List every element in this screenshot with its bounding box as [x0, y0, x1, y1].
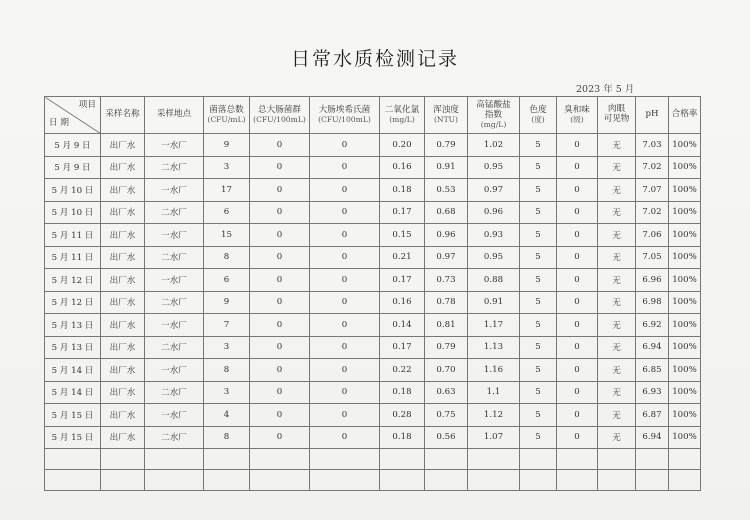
- header-sample-site: 采样地点: [145, 97, 204, 134]
- cell-ecoli: 0: [310, 156, 380, 179]
- cell-chlorine: 0.21: [380, 246, 425, 269]
- cell-color: 5: [520, 134, 557, 157]
- cell-coliform: 0: [250, 359, 310, 382]
- cell-turbidity: 0.91: [425, 156, 468, 179]
- header-permanganate-label-1: 高锰酸盐: [476, 99, 511, 110]
- cell-coliform: 0: [250, 179, 310, 202]
- cell-ecoli: 0: [310, 314, 380, 337]
- cell-odor: 0: [557, 201, 598, 224]
- cell-permanganate: 0.93: [468, 224, 520, 247]
- cell-pass-rate: 100%: [669, 381, 701, 404]
- cell-sample-name: 出厂水: [101, 201, 145, 224]
- cell-ecoli: 0: [310, 336, 380, 359]
- cell-sample-site: 二水厂: [145, 381, 204, 404]
- cell-permanganate: 1.17: [468, 314, 520, 337]
- cell-turbidity: 0.96: [425, 224, 468, 247]
- cell-ph: 7.06: [636, 224, 669, 247]
- cell-ph: 7.05: [636, 246, 669, 269]
- cell-colony: 17: [204, 179, 250, 202]
- cell-colony: 6: [204, 269, 250, 292]
- header-color-unit: (度): [531, 114, 545, 124]
- header-visible-label-1: 肉眼: [607, 104, 626, 115]
- cell-permanganate: 0.95: [468, 156, 520, 179]
- cell-coliform: 0: [250, 314, 310, 337]
- blank-cell: [250, 470, 310, 491]
- cell-colony: 6: [204, 201, 250, 224]
- header-coliform-unit: (CFU/100mL): [253, 114, 306, 124]
- cell-ph: 7.07: [636, 179, 669, 202]
- cell-color: 5: [520, 404, 557, 427]
- table-row: [45, 426, 701, 449]
- cell-chlorine: 0.15: [380, 224, 425, 247]
- cell-sample-name: 出厂水: [101, 179, 145, 202]
- cell-coliform: 0: [250, 224, 310, 247]
- cell-turbidity: 0.53: [425, 179, 468, 202]
- cell-pass-rate: 100%: [669, 314, 701, 337]
- header-color: [520, 97, 557, 134]
- cell-visible: 无: [598, 179, 636, 202]
- cell-color: 5: [520, 269, 557, 292]
- blank-cell: [468, 470, 520, 491]
- cell-ph: 6.92: [636, 314, 669, 337]
- blank-cell: [45, 449, 101, 470]
- cell-date: 5 月 14 日: [45, 381, 101, 404]
- header-odor-label: 臭和味: [564, 104, 590, 115]
- blank-cell: [425, 449, 468, 470]
- blank-cell: [310, 470, 380, 491]
- table-row: [45, 201, 701, 224]
- cell-ph: 6.98: [636, 291, 669, 314]
- cell-date: 5 月 9 日: [45, 156, 101, 179]
- cell-sample-site: 二水厂: [145, 426, 204, 449]
- cell-sample-name: 出厂水: [101, 336, 145, 359]
- cell-ph: 7.02: [636, 156, 669, 179]
- blank-cell: [425, 470, 468, 491]
- cell-odor: 0: [557, 156, 598, 179]
- cell-pass-rate: 100%: [669, 246, 701, 269]
- cell-chlorine: 0.17: [380, 336, 425, 359]
- cell-ph: 6.85: [636, 359, 669, 382]
- cell-colony: 3: [204, 336, 250, 359]
- cell-pass-rate: 100%: [669, 291, 701, 314]
- cell-chlorine: 0.17: [380, 269, 425, 292]
- cell-permanganate: 0.88: [468, 269, 520, 292]
- cell-ecoli: 0: [310, 224, 380, 247]
- cell-date: 5 月 11 日: [45, 246, 101, 269]
- cell-sample-name: 出厂水: [101, 381, 145, 404]
- blank-cell: [557, 470, 598, 491]
- cell-turbidity: 0.78: [425, 291, 468, 314]
- cell-date: 5 月 12 日: [45, 291, 101, 314]
- blank-cell: [598, 470, 636, 491]
- cell-colony: 7: [204, 314, 250, 337]
- cell-odor: 0: [557, 381, 598, 404]
- corner-date-label: 日 期: [49, 118, 69, 129]
- header-colony-label: 菌落总数: [209, 104, 244, 115]
- cell-sample-name: 出厂水: [101, 426, 145, 449]
- cell-color: 5: [520, 426, 557, 449]
- table-row: [45, 336, 701, 359]
- cell-permanganate: 1.13: [468, 336, 520, 359]
- header-pass-rate: 合格率: [669, 97, 701, 134]
- water-quality-table: [44, 96, 701, 491]
- blank-cell: [520, 470, 557, 491]
- header-odor-unit: (级): [570, 114, 584, 124]
- blank-cell: [669, 470, 701, 491]
- cell-ecoli: 0: [310, 179, 380, 202]
- blank-cell: [145, 449, 204, 470]
- corner-header: [45, 97, 101, 134]
- cell-coliform: 0: [250, 269, 310, 292]
- cell-ecoli: 0: [310, 359, 380, 382]
- cell-sample-site: 二水厂: [145, 291, 204, 314]
- cell-colony: 3: [204, 156, 250, 179]
- cell-coliform: 0: [250, 246, 310, 269]
- table-row: [45, 381, 701, 404]
- cell-permanganate: 1.02: [468, 134, 520, 157]
- header-turbidity: [425, 97, 468, 134]
- cell-permanganate: 1.07: [468, 426, 520, 449]
- blank-row: [45, 470, 701, 491]
- header-chlorine-unit: (mg/L): [389, 114, 415, 124]
- cell-colony: 9: [204, 291, 250, 314]
- cell-date: 5 月 11 日: [45, 224, 101, 247]
- table-row: [45, 179, 701, 202]
- cell-ecoli: 0: [310, 134, 380, 157]
- cell-permanganate: 1.1: [468, 381, 520, 404]
- cell-ph: 6.93: [636, 381, 669, 404]
- cell-visible: 无: [598, 224, 636, 247]
- cell-date: 5 月 15 日: [45, 426, 101, 449]
- cell-turbidity: 0.97: [425, 246, 468, 269]
- cell-chlorine: 0.20: [380, 134, 425, 157]
- cell-coliform: 0: [250, 336, 310, 359]
- cell-odor: 0: [557, 224, 598, 247]
- cell-ecoli: 0: [310, 269, 380, 292]
- header-colony-unit: (CFU/mL): [207, 114, 246, 124]
- cell-chlorine: 0.16: [380, 156, 425, 179]
- header-permanganate-unit: (mg/L): [480, 119, 507, 129]
- header-turbidity-unit: (NTU): [433, 114, 459, 124]
- blank-cell: [45, 470, 101, 491]
- cell-coliform: 0: [250, 291, 310, 314]
- header-ecoli: [310, 97, 380, 134]
- table-row: [45, 404, 701, 427]
- cell-date: 5 月 15 日: [45, 404, 101, 427]
- cell-visible: 无: [598, 359, 636, 382]
- cell-color: 5: [520, 156, 557, 179]
- header-sample-name: 采样名称: [101, 97, 145, 134]
- cell-turbidity: 0.56: [425, 426, 468, 449]
- blank-cell: [204, 449, 250, 470]
- cell-permanganate: 0.97: [468, 179, 520, 202]
- cell-sample-name: 出厂水: [101, 134, 145, 157]
- blank-cell: [204, 470, 250, 491]
- cell-sample-site: 一水厂: [145, 224, 204, 247]
- cell-coliform: 0: [250, 404, 310, 427]
- header-odor: [557, 97, 598, 134]
- cell-turbidity: 0.73: [425, 269, 468, 292]
- blank-cell: [380, 470, 425, 491]
- cell-visible: 无: [598, 201, 636, 224]
- blank-cell: [557, 449, 598, 470]
- cell-sample-site: 二水厂: [145, 156, 204, 179]
- blank-cell: [636, 449, 669, 470]
- cell-chlorine: 0.28: [380, 404, 425, 427]
- cell-ecoli: 0: [310, 404, 380, 427]
- blank-cell: [468, 449, 520, 470]
- cell-sample-name: 出厂水: [101, 314, 145, 337]
- cell-date: 5 月 10 日: [45, 179, 101, 202]
- cell-odor: 0: [557, 336, 598, 359]
- header-ecoli-label: 大肠埃希氏菌: [318, 104, 371, 115]
- cell-ph: 6.94: [636, 336, 669, 359]
- header-colony: [204, 97, 250, 134]
- cell-coliform: 0: [250, 426, 310, 449]
- table-row: [45, 224, 701, 247]
- cell-pass-rate: 100%: [669, 426, 701, 449]
- cell-sample-name: 出厂水: [101, 224, 145, 247]
- header-coliform: [250, 97, 310, 134]
- cell-ph: 7.03: [636, 134, 669, 157]
- cell-sample-name: 出厂水: [101, 156, 145, 179]
- header-permanganate: [468, 97, 520, 134]
- cell-chlorine: 0.18: [380, 381, 425, 404]
- cell-color: 5: [520, 359, 557, 382]
- cell-color: 5: [520, 381, 557, 404]
- table-row: [45, 246, 701, 269]
- cell-ph: 6.94: [636, 426, 669, 449]
- cell-color: 5: [520, 224, 557, 247]
- cell-sample-name: 出厂水: [101, 246, 145, 269]
- table-row: [45, 291, 701, 314]
- cell-odor: 0: [557, 314, 598, 337]
- cell-turbidity: 0.68: [425, 201, 468, 224]
- cell-turbidity: 0.75: [425, 404, 468, 427]
- blank-cell: [101, 470, 145, 491]
- cell-pass-rate: 100%: [669, 224, 701, 247]
- cell-visible: 无: [598, 246, 636, 269]
- cell-sample-site: 一水厂: [145, 314, 204, 337]
- header-chlorine: [380, 97, 425, 134]
- cell-chlorine: 0.14: [380, 314, 425, 337]
- header-visible: [598, 97, 636, 134]
- cell-visible: 无: [598, 426, 636, 449]
- cell-visible: 无: [598, 134, 636, 157]
- page-title: 日常水质检测记录: [290, 48, 459, 70]
- cell-ecoli: 0: [310, 246, 380, 269]
- header-chlorine-label: 二氧化氯: [384, 104, 420, 115]
- cell-sample-site: 二水厂: [145, 336, 204, 359]
- header-row: [45, 97, 701, 134]
- cell-visible: 无: [598, 381, 636, 404]
- cell-chlorine: 0.22: [380, 359, 425, 382]
- cell-odor: 0: [557, 404, 598, 427]
- cell-turbidity: 0.70: [425, 359, 468, 382]
- cell-odor: 0: [557, 134, 598, 157]
- cell-date: 5 月 12 日: [45, 269, 101, 292]
- blank-cell: [636, 470, 669, 491]
- cell-chlorine: 0.17: [380, 201, 425, 224]
- cell-permanganate: 0.91: [468, 291, 520, 314]
- cell-turbidity: 0.81: [425, 314, 468, 337]
- cell-odor: 0: [557, 269, 598, 292]
- cell-ecoli: 0: [310, 426, 380, 449]
- blank-cell: [520, 449, 557, 470]
- cell-color: 5: [520, 314, 557, 337]
- table-row: [45, 156, 701, 179]
- cell-date: 5 月 10 日: [45, 201, 101, 224]
- cell-permanganate: 0.95: [468, 246, 520, 269]
- cell-date: 5 月 13 日: [45, 314, 101, 337]
- cell-odor: 0: [557, 246, 598, 269]
- cell-chlorine: 0.18: [380, 179, 425, 202]
- cell-visible: 无: [598, 269, 636, 292]
- cell-ecoli: 0: [310, 381, 380, 404]
- cell-color: 5: [520, 336, 557, 359]
- table-row: [45, 134, 701, 157]
- blank-cell: [310, 449, 380, 470]
- cell-visible: 无: [598, 314, 636, 337]
- cell-turbidity: 0.63: [425, 381, 468, 404]
- cell-visible: 无: [598, 404, 636, 427]
- cell-visible: 无: [598, 156, 636, 179]
- blank-cell: [669, 449, 701, 470]
- cell-coliform: 0: [250, 381, 310, 404]
- cell-sample-name: 出厂水: [101, 404, 145, 427]
- cell-sample-site: 一水厂: [145, 269, 204, 292]
- cell-coliform: 0: [250, 134, 310, 157]
- cell-permanganate: 1.16: [468, 359, 520, 382]
- cell-sample-site: 一水厂: [145, 134, 204, 157]
- table-row: [45, 314, 701, 337]
- cell-sample-site: 一水厂: [145, 179, 204, 202]
- cell-date: 5 月 13 日: [45, 336, 101, 359]
- cell-coliform: 0: [250, 201, 310, 224]
- blank-cell: [250, 449, 310, 470]
- cell-ph: 7.02: [636, 201, 669, 224]
- cell-color: 5: [520, 201, 557, 224]
- cell-turbidity: 0.79: [425, 134, 468, 157]
- cell-sample-site: 一水厂: [145, 359, 204, 382]
- cell-colony: 8: [204, 246, 250, 269]
- cell-pass-rate: 100%: [669, 359, 701, 382]
- cell-colony: 8: [204, 359, 250, 382]
- cell-color: 5: [520, 291, 557, 314]
- header-turbidity-label: 浑浊度: [433, 104, 459, 115]
- cell-ph: 6.96: [636, 269, 669, 292]
- report-month: 2023 年 5 月: [576, 84, 635, 95]
- table-row: [45, 359, 701, 382]
- cell-date: 5 月 9 日: [45, 134, 101, 157]
- blank-cell: [101, 449, 145, 470]
- cell-chlorine: 0.18: [380, 426, 425, 449]
- cell-sample-site: 一水厂: [145, 404, 204, 427]
- cell-ecoli: 0: [310, 201, 380, 224]
- cell-pass-rate: 100%: [669, 201, 701, 224]
- cell-colony: 4: [204, 404, 250, 427]
- cell-sample-site: 二水厂: [145, 201, 204, 224]
- cell-sample-name: 出厂水: [101, 291, 145, 314]
- cell-sample-name: 出厂水: [101, 359, 145, 382]
- header-color-label: 色度: [529, 104, 547, 115]
- cell-pass-rate: 100%: [669, 336, 701, 359]
- blank-cell: [380, 449, 425, 470]
- cell-color: 5: [520, 179, 557, 202]
- cell-pass-rate: 100%: [669, 269, 701, 292]
- cell-colony: 8: [204, 426, 250, 449]
- blank-cell: [598, 449, 636, 470]
- cell-colony: 15: [204, 224, 250, 247]
- cell-sample-name: 出厂水: [101, 269, 145, 292]
- cell-permanganate: 0.96: [468, 201, 520, 224]
- cell-visible: 无: [598, 336, 636, 359]
- corner-item-label: 项目: [78, 100, 96, 110]
- cell-color: 5: [520, 246, 557, 269]
- header-visible-label-2: 可见物: [603, 114, 630, 124]
- cell-ecoli: 0: [310, 291, 380, 314]
- cell-coliform: 0: [250, 156, 310, 179]
- cell-chlorine: 0.16: [380, 291, 425, 314]
- blank-cell: [145, 470, 204, 491]
- header-ecoli-unit: (CFU/100mL): [318, 114, 371, 124]
- cell-permanganate: 1.12: [468, 404, 520, 427]
- cell-turbidity: 0.79: [425, 336, 468, 359]
- header-coliform-label: 总大肠菌群: [258, 104, 301, 115]
- cell-colony: 9: [204, 134, 250, 157]
- cell-visible: 无: [598, 291, 636, 314]
- cell-pass-rate: 100%: [669, 134, 701, 157]
- cell-odor: 0: [557, 359, 598, 382]
- cell-ph: 6.87: [636, 404, 669, 427]
- table-row: [45, 269, 701, 292]
- cell-odor: 0: [557, 426, 598, 449]
- cell-odor: 0: [557, 291, 598, 314]
- header-permanganate-label-2: 指数: [484, 109, 503, 120]
- header-ph: pH: [636, 97, 669, 134]
- cell-date: 5 月 14 日: [45, 359, 101, 382]
- cell-pass-rate: 100%: [669, 156, 701, 179]
- cell-sample-site: 二水厂: [145, 246, 204, 269]
- blank-row: [45, 449, 701, 470]
- cell-pass-rate: 100%: [669, 179, 701, 202]
- cell-pass-rate: 100%: [669, 404, 701, 427]
- cell-colony: 3: [204, 381, 250, 404]
- cell-odor: 0: [557, 179, 598, 202]
